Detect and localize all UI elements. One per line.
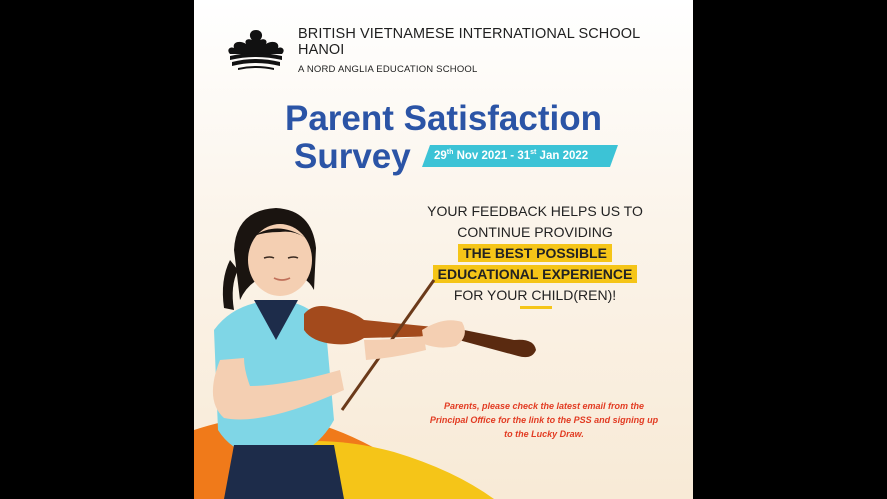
start-day: 29 [434,149,447,162]
feedback-line-3: FOR YOUR CHILD(REN)! [453,287,617,303]
school-name: BRITISH VIETNAMESE INTERNATIONAL SCHOOL HANOI [298,26,640,58]
end-day: 31 [517,149,531,162]
girl-with-violin-illustration [194,190,554,499]
survey-poster [194,0,693,499]
email-note: Parents, please check the latest email from the Principal Office for the link to the PSS and signing up to the Lucky Draw. [429,401,659,439]
end-suffix: st [530,149,537,156]
survey-dates [434,149,588,162]
feedback-highlight-1: THE BEST POSSIBLE [458,244,612,262]
page-title: Parent Satisfaction [284,99,603,138]
feedback-highlight-2: EDUCATIONAL EXPERIENCE [433,265,638,283]
start-rest: Nov 2021 - [453,149,518,162]
school-crest-icon [224,26,288,72]
feedback-line-2: CONTINUE PROVIDING [457,224,613,240]
school-subtitle: A NORD ANGLIA EDUCATION SCHOOL [298,64,478,75]
feedback-line-1: YOUR FEEDBACK HELPS US TO [427,203,643,219]
page-title-line2: Survey [294,137,411,176]
start-suffix: th [446,149,454,156]
end-rest: Jan 2022 [536,149,589,162]
